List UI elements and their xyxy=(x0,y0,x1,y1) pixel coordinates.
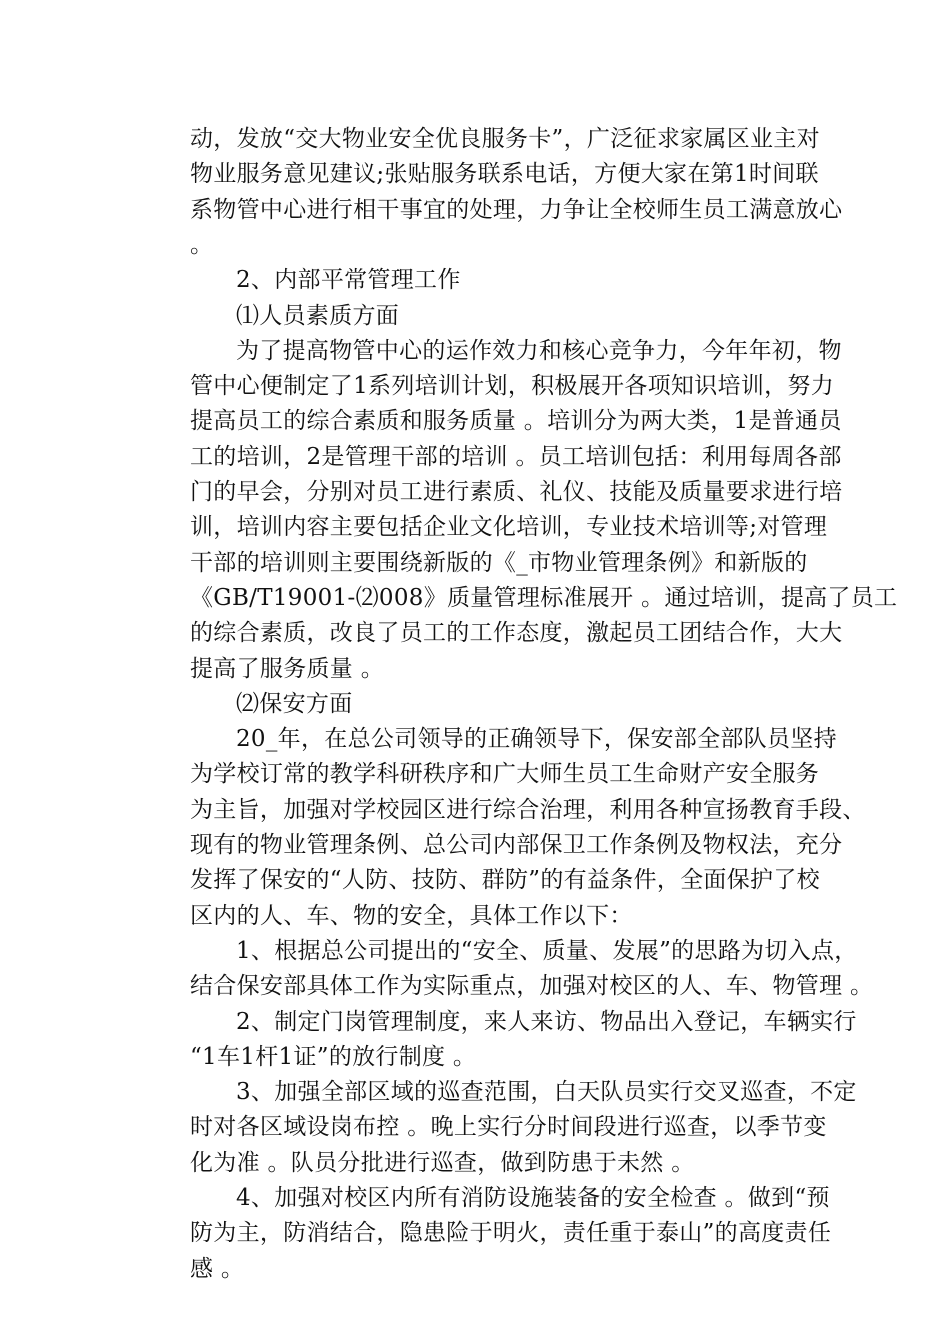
text-line: 《GB/T19001-⑵008》质量管理标准展开 。通过培训，提高了员工 xyxy=(190,584,898,611)
text-line: 门的早会，分别对员工进行素质、礼仪、技能及质量要求进行培 xyxy=(190,479,843,505)
text-line: 2、内部平常管理工作 xyxy=(236,267,461,294)
text-line: 1、根据总公司提出的“安全、质量、发展”的思路为切入点， xyxy=(236,937,858,964)
text-line: 为了提高物管中心的运作效力和核心竞争力，今年年初，物 xyxy=(236,337,842,364)
text-line: 为学校订常的教学科研秩序和广大师生员工生命财产安全服务 xyxy=(190,761,820,788)
text-line: ⑵保安方面 xyxy=(236,690,353,717)
text-line: 发挥了保安的“人防、技防、群防”的有益条件，全面保护了校 xyxy=(190,867,820,894)
text-line: 管中心便制定了1系列培训计划，积极展开各项知识培训，努力 xyxy=(190,373,835,400)
text-line: 的综合素质，改良了员工的工作态度，激起员工团结合作，大大 xyxy=(190,620,843,647)
text-line: 时对各区域设岗布控 。晚上实行分时间段进行巡查，以季节变 xyxy=(190,1114,827,1141)
text-line: 。 xyxy=(190,231,214,258)
text-line: ⑴人员素质方面 xyxy=(236,302,400,329)
text-line: 现有的物业管理条例、总公司内部保卫工作条例及物权法，充分 xyxy=(190,832,843,858)
text-line: 干部的培训则主要围绕新版的《_市物业管理条例》和新版的 xyxy=(190,549,808,576)
text-line: 4、加强对校区内所有消防设施装备的安全检查 。做到“预 xyxy=(236,1185,830,1211)
text-line: 2、制定门岗管理制度，来人来访、物品出入登记，车辆实行 xyxy=(236,1008,857,1035)
text-line: 工的培训，2是管理干部的培训 。员工培训包括：利用每周各部 xyxy=(190,443,842,470)
text-line: 提高了服务质量 。 xyxy=(190,655,385,682)
text-line: 结合保安部具体工作为实际重点，加强对校区的人、车、物管理 。 xyxy=(190,973,874,1000)
text-line: 防为主，防消结合，隐患险于明火，责任重于泰山”的高度责任 xyxy=(190,1220,832,1247)
text-line: 动，发放“交大物业安全优良服务卡”，广泛征求家属区业主对 xyxy=(190,126,820,152)
text-line: 系物管中心进行相干事宜的处理，力争让全校师生员工满意放心 xyxy=(190,196,843,223)
text-line: 20_年，在总公司领导的正确领导下，保安部全部队员坚持 xyxy=(236,726,837,753)
text-line: 为主旨，加强对学校园区进行综合治理，利用各种宣扬教育手段、 xyxy=(190,796,866,823)
text-line: 3、加强全部区域的巡查范围，白天队员实行交叉巡查，不定 xyxy=(236,1079,857,1106)
text-line: 化为准 。队员分批进行巡查，做到防患于未然 。 xyxy=(190,1149,695,1176)
text-line: 感 。 xyxy=(190,1255,245,1282)
text-line: 训，培训内容主要包括企业文化培训，专业技术培训等;对管理 xyxy=(190,514,828,541)
text-line: “1车1杆1证”的放行制度 。 xyxy=(190,1043,477,1070)
text-line: 提高员工的综合素质和服务质量 。培训分为两大类，1是普通员 xyxy=(190,408,842,435)
text-line: 区内的人、车、物的安全，具体工作以下： xyxy=(190,902,633,929)
text-line: 物业服务意见建议;张贴服务联系电话，方便大家在第1时间联 xyxy=(190,161,819,188)
